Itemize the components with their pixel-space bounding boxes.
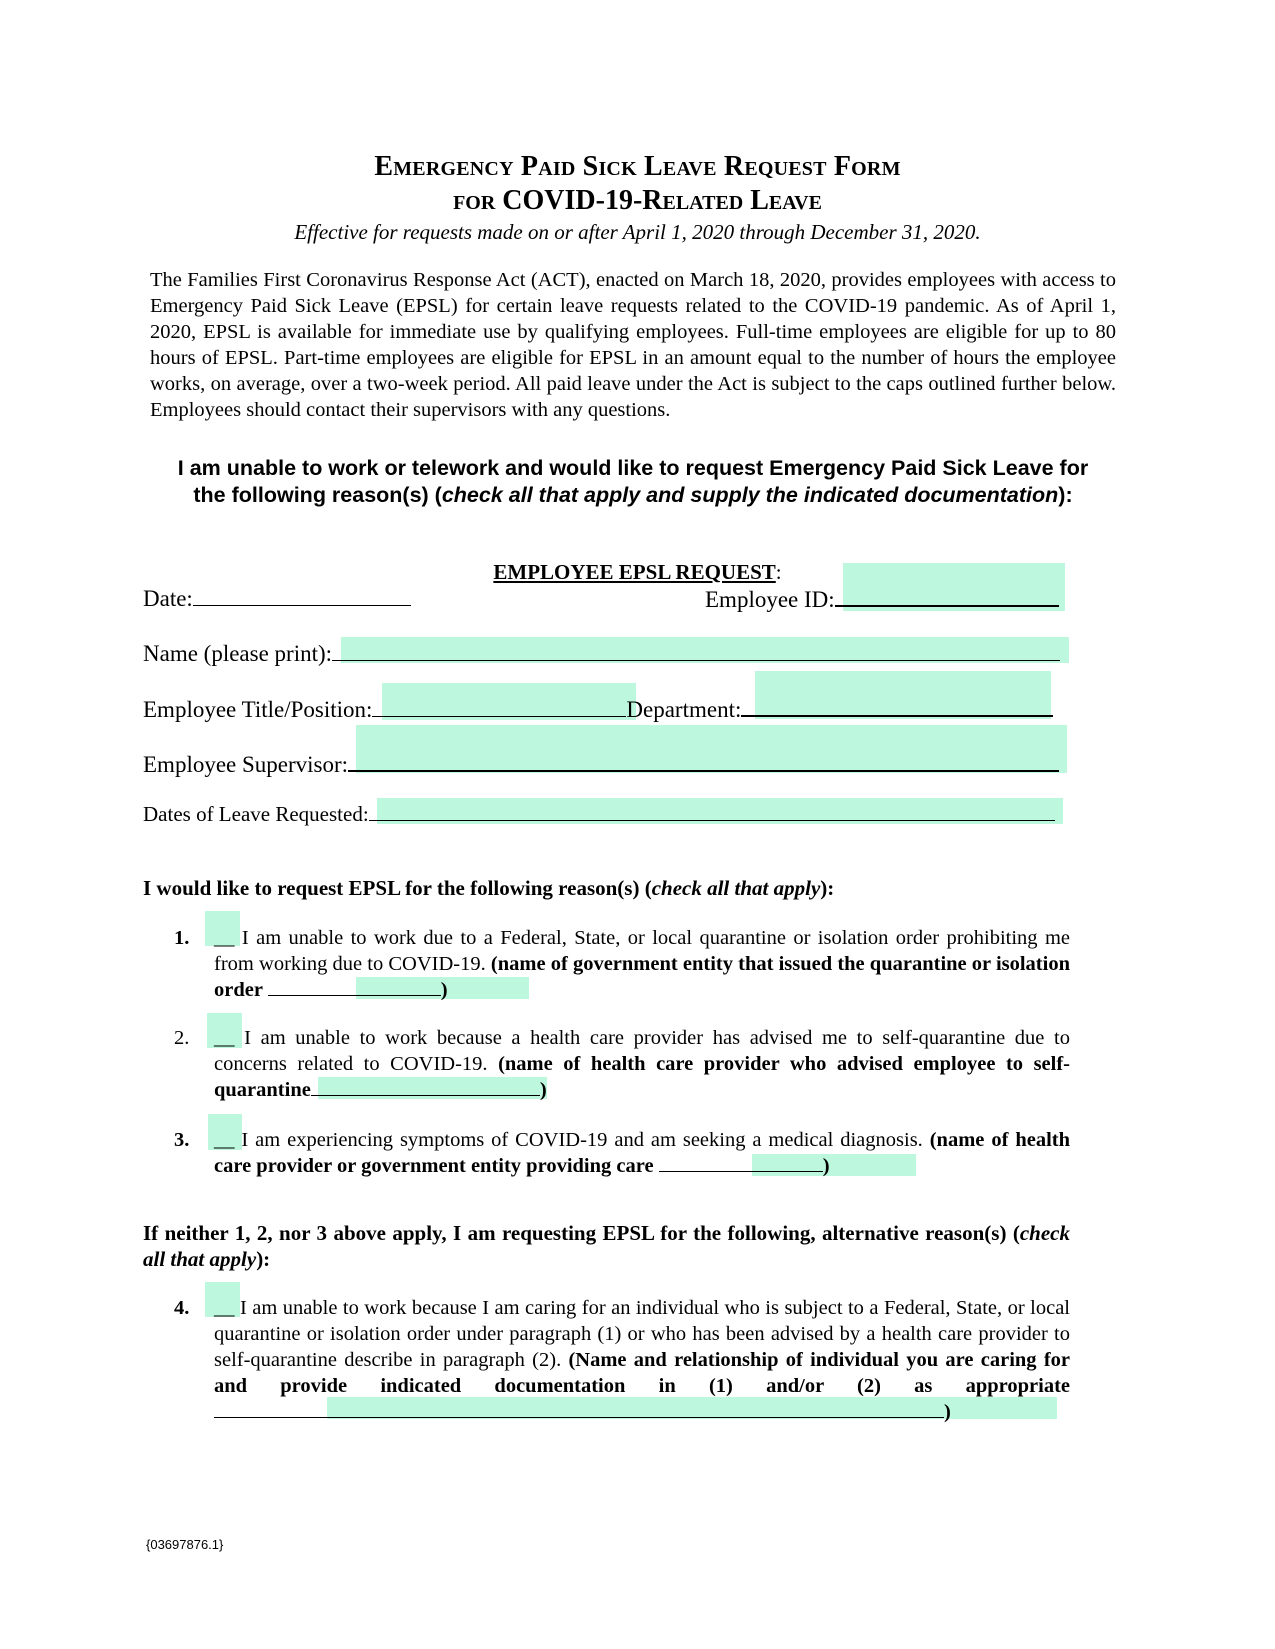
reason-2-blank[interactable] xyxy=(311,1077,540,1096)
form-title-line2: for COVID-19-Related Leave xyxy=(453,185,822,216)
employee-id-row xyxy=(705,583,1059,614)
form-subtitle: Effective for requests made on or after April 1, 2020 through December 31, 2020. xyxy=(294,220,981,244)
supervisor-row xyxy=(143,748,1059,779)
dates-underline xyxy=(369,802,1055,821)
request-prompt-line2: the following reason(s) (check all that apply and supply the indicated documentation): xyxy=(193,483,1073,507)
request-prompt-line1: I am unable to work or telework and would like to request Emergency Paid Sick Leave for xyxy=(177,456,1089,480)
supervisor-label: Employee Supervisor: xyxy=(143,752,349,777)
reason-3-doc-label: (name of health care provider or government entity providing care xyxy=(214,1129,1070,1177)
reason-1-check[interactable]: __ xyxy=(214,927,235,949)
section-title: EMPLOYEE EPSL REQUEST: xyxy=(493,560,782,584)
reason-1-number: 1. xyxy=(174,927,190,949)
reason-1-blank[interactable] xyxy=(268,977,441,996)
reason-1-text: I am unable to work due to a Federal, State, or local quarantine or isolation order prohibiting me from working due to COVID-19. xyxy=(214,927,1070,975)
name-label: Name (please print): xyxy=(143,641,333,666)
alt-reasons-heading: If neither 1, 2, nor 3 above apply, I am requesting EPSL for the following, alternative reason(s) (check all that apply): xyxy=(143,1221,1070,1271)
reason-1-doc-label: (name of government entity that issued the quarantine or isolation order xyxy=(214,953,1070,1001)
date-underline xyxy=(193,583,411,606)
dates-of-leave-label: Dates of Leave Requested: xyxy=(143,802,369,826)
reasons-heading: I would like to request EPSL for the following reason(s) (check all that apply): xyxy=(143,876,835,900)
intro-paragraph: The Families First Coronavirus Response Act (ACT), enacted on March 18, 2020, provides employees with access to Emergency Paid Sick Leave (EPSL) for certain leave requests related to the COVID-19 pandemic. As of April 1, 2020, EPSL is available for immediate use by qualifying employees. Full-time employees are eligible for up to 80 hours of EPSL. Part-time employees are eligible for EPSL in an amount equal to the number of hours the employee works, on average, over a two-week period. All paid leave under the Act is subject to the caps outlined further below. Employees should contact their supervisors with any questions. xyxy=(150,269,1116,421)
reason-2-text: I am unable to work because a health care provider has advised me to self-quarantine due to concerns related to COVID-19. xyxy=(214,1027,1070,1075)
employee-id-underline xyxy=(835,583,1059,607)
reason-1: 1. __ I am unable to work due to a Federal, State, or local quarantine or isolation order prohibiting me from working due to COVID-19. (name of government entity that issued the quarantine or isolation order ) xyxy=(174,927,1070,1001)
reason-4: 4. __ I am unable to work because I am caring for an individual who is subject to a Federal, State, or local quarantine or isolation order under paragraph (1) or who has been advised by a health care provider to self-quarantine describe in paragraph (2). (Name and relationship of individual you are caring for and provide indicated documentation in (1) and/or (2) as appropriate) xyxy=(174,1297,1070,1423)
reason-3-check[interactable]: __ xyxy=(214,1129,235,1151)
reason-4-doc-label: (Name and relationship of individual you are caring for and provide indicated documentation in (1) and/or (2) as appropriate xyxy=(214,1349,1070,1397)
employee-id-label: Employee ID: xyxy=(705,587,835,612)
title-underline xyxy=(372,694,626,717)
dates-row xyxy=(143,800,1055,828)
reason-3-blank[interactable] xyxy=(659,1153,823,1172)
department-underline xyxy=(741,693,1053,717)
reason-3-text: I am experiencing symptoms of COVID-19 and am seeking a medical diagnosis. xyxy=(234,1129,930,1151)
reason-2: 2. __ I am unable to work because a health care provider has advised me to self-quarantine due to concerns related to COVID-19. (name of health care provider who advised employee to self-quarantine ) xyxy=(174,1027,1070,1101)
reason-3-number: 3. xyxy=(174,1129,190,1151)
name-row xyxy=(143,638,1060,668)
request-prompt xyxy=(140,455,1126,509)
date-row xyxy=(143,583,411,613)
reason-4-text: I am unable to work because I am caring for an individual who is subject to a Federal, State, or local quarantine or isolation order under paragraph (1) or who has been advised by a health care provider to self-quarantine describe in paragraph (2). xyxy=(214,1297,1070,1371)
supervisor-underline xyxy=(348,748,1059,772)
reason-4-number: 4. xyxy=(174,1297,190,1319)
department-label: Department: xyxy=(626,697,742,722)
form-title-line1: Emergency Paid Sick Leave Request Form xyxy=(374,151,901,182)
reason-2-number: 2. xyxy=(174,1027,190,1049)
reason-2-doc-label: (name of health care provider who advised employee to self-quarantine xyxy=(214,1053,1070,1101)
reason-4-blank[interactable] xyxy=(214,1399,944,1418)
document-id-footer: {03697876.1} xyxy=(146,1537,224,1552)
date-label: Date: xyxy=(143,586,193,611)
title-position-label: Employee Title/Position: xyxy=(143,697,373,722)
reason-3: 3. __ I am experiencing symptoms of COVID-19 and am seeking a medical diagnosis. (name of health care provider or government entity providing care ) xyxy=(174,1129,1070,1177)
title-row xyxy=(143,693,1053,724)
name-underline xyxy=(332,638,1060,661)
reason-2-check[interactable]: __ xyxy=(214,1027,235,1049)
reason-4-check[interactable]: __ xyxy=(214,1297,235,1319)
